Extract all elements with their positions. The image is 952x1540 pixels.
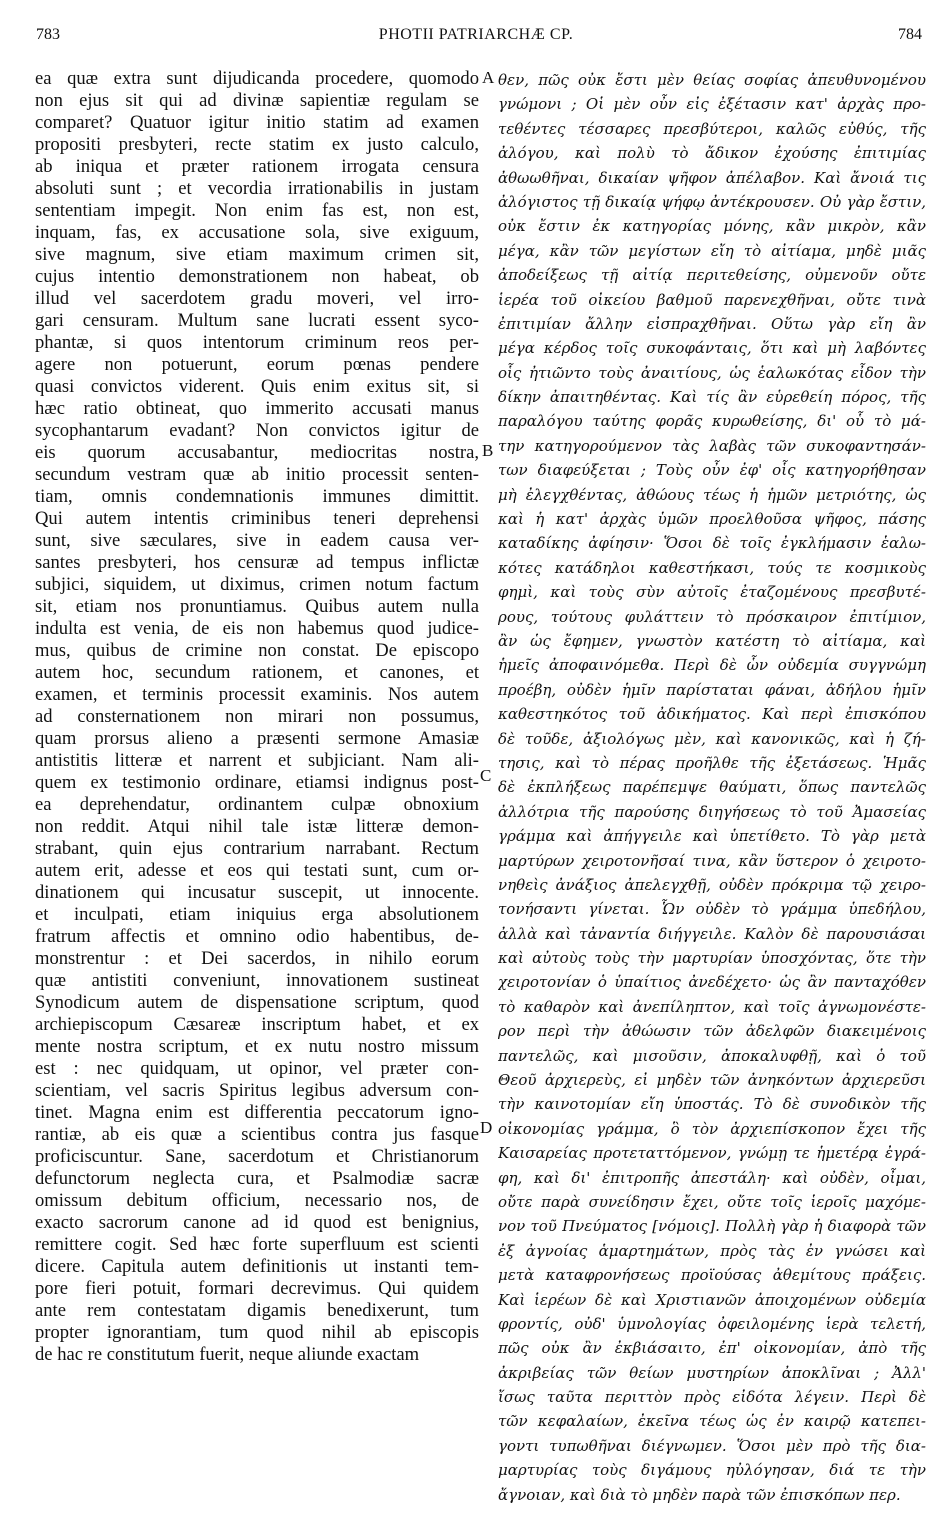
latin-text-line: quem ex testimonio ordinare, etiamsi indignus post- [35, 772, 479, 793]
greek-text-line: ἐξ ἀγνοίας ἁμαρτημάτων, πρὸς τὰς ἐν γνώσει καὶ [498, 1241, 926, 1260]
greek-text-line: κότες κατάδηλοι καθεστήκασι, τούς τε κοσμικοὺς [498, 558, 926, 577]
latin-text-line: indulta est venia, de eis non habemus quod judice- [35, 618, 479, 639]
greek-text-line: δὲ τοῦδε, ἀξιολόγως μὲν, καὶ κανονικῶς, καὶ ἡ ζή- [498, 729, 926, 748]
latin-text-line: sive magnum, sive etiam maximum crimen sit, [35, 244, 479, 265]
greek-text-line: γράμμα καὶ ἀπήγγειλε καὶ ὑπετίθετο. Τὸ γὰρ μετὰ [498, 827, 926, 846]
latin-text-line: santes presbyteri, hos censuræ ad tempus inflictæ [35, 552, 479, 573]
greek-text-line: των διαφεύξεται ; Τοὺς οὖν ἐφ' οἷς κατηγορήθησαν [498, 461, 926, 480]
greek-text-line: Καισαρείας προτεταττόμενον, γνώμῃ τε ἡμετέρᾳ ἐγρά- [498, 1144, 926, 1163]
latin-text-line: hæc ratio obtineat, quo immerito accusati manus [35, 398, 479, 419]
greek-text-line: γνώμονι ; Οἱ μὲν οὖν εἰς ἐξέτασιν κατ' ἀρχὰς προ- [498, 95, 926, 114]
greek-text-line: πῶς οὐκ ἂν ἐκβιάσαιτο, ἐπ' οἰκονομίαν, ἀπὸ τῆς [498, 1339, 926, 1358]
latin-text-line: eis quorum accusabantur, mediocritas nostra, [35, 442, 479, 463]
greek-text-line: ἱερέα τοῦ οἰκείου βαθμοῦ παρενεχθῆναι, οὔτε τινὰ [498, 290, 926, 309]
latin-text-line: ab iniqua et præter rationem irrogata censura [35, 156, 479, 177]
latin-text-line: Synodicum autem de dispensatione scriptum, quod [35, 992, 479, 1013]
greek-text-line: ἀκριβείας τῶν θείων μυστηρίων ἀποκλῖναι ; Ἀλλ' [498, 1363, 926, 1382]
greek-text-line: τὴν καινοτομίαν εἴη ὑποστάς. Τὸ δὲ συνοδικὸν τῆς [498, 1095, 926, 1114]
greek-text-line: ἀλόγου, καὶ πολὺ τὸ ἄδικον ἐχούσης ἐπιτιμίας [498, 144, 926, 163]
latin-text-line: phantæ, si quos intentorum criminum reos per- [35, 332, 479, 353]
greek-text-line: παραλόγου ταύτης φορᾶς κυρωθείσης, δι' οὗ τὸ μά- [498, 412, 926, 431]
latin-text-line: defunctorum neglecta cura, et Psalmodiæ sacræ [35, 1168, 479, 1189]
latin-text-line: quæ antistiti conveniunt, innovationem sustineat [35, 970, 479, 991]
latin-text-line: et inculpati, etiam iniquius erga absolutionem [35, 904, 479, 925]
latin-text-line: inquam, fas, ex accusatione sola, sive exiguum, [35, 222, 479, 243]
page-header [0, 16, 952, 48]
greek-text-line: ἀλλότρια τῆς παρούσης διηγήσεως τὸ τοῦ Ἀμασείας [498, 802, 926, 821]
latin-text-line: sit, etiam nos pronuntiamus. Quibus autem nulla [35, 596, 479, 617]
greek-column [498, 68, 926, 1507]
latin-text-line: rantiæ, ab eis quæ a scientibus contra jus fasque [35, 1124, 479, 1145]
greek-text-line: φροντίς, οὐδ' ὑμνολογίας ὀφειλομένης ἱερὰ τελετή, [498, 1314, 926, 1333]
latin-text-line: omissum debitum officium, necessario nos, de [35, 1190, 479, 1211]
latin-text-line: archiepiscopum Cæsareæ inscriptum habet, et ex [35, 1014, 479, 1035]
greek-text-line: φημὶ, καὶ τοὺς σὺν αὐτοῖς ἐταζομένους πρεσβυτέ- [498, 583, 926, 602]
latin-text-line: secundum vestram quæ ab initio processit senten- [35, 464, 479, 485]
latin-text-line: absoluti sunt ; et vecordia irrationabilis in justam [35, 178, 479, 199]
latin-text-line: ad consternationem non mirari non possumus, [35, 706, 479, 727]
latin-text-line: illud vel sacerdotem gradu moveri, vel irro- [35, 288, 479, 309]
greek-text-line: ρον περὶ τὴν ἀθώωσιν τῶν ἀδελφῶν διακειμένοις [498, 1022, 926, 1041]
latin-text-line: mus, quibus de crimine non constat. De episcopo [35, 640, 479, 661]
latin-text-line: ea deprehendatur, ordinantem culpæ obnoxium [35, 794, 479, 815]
greek-text-line: μαρτύρων χειροτονῆσαί τινα, κἂν ὕστερον ὁ χειροτο- [498, 851, 926, 870]
greek-text-line: προέβη, οὐδὲν ἡμῖν παρίσταται φάναι, ἀδήλου ἡμῖν [498, 680, 926, 699]
latin-text-line: autem hoc, secundum rationem, et canones, et [35, 662, 479, 683]
greek-text-line: καταδίκης ἀφίησιν· Ὅσοι δὲ τοῖς ἐγκλήμασιν ἑαλω- [498, 534, 926, 553]
latin-text-line: fratrum affectis et omnino odio habentibus, de- [35, 926, 479, 947]
greek-text-line: δὲ ἐκπλήξεως παρέπεμψε θαύματι, ὅπως παντελῶς [498, 778, 926, 797]
greek-text-line: τῶν κεφαλαίων, ἐκεῖνα τέως ὡς ἐν καιρῷ κατεπει- [498, 1412, 926, 1431]
greek-text-line: ἂν ὡς ἔφημεν, γνωστὸν κατέστη τὸ αἰτίαμα, καὶ [498, 631, 926, 650]
page-number-right: 784 [898, 26, 922, 43]
latin-text-line: gari censuram. Multum sane lucrati essent syco- [35, 310, 479, 331]
greek-text-line: Θεοῦ ἀρχιερεὺς, εἰ μηδὲν τῶν ἀνηκόντων ἀρχιερεῦσι [498, 1071, 926, 1090]
latin-text-line: dicere. Capitula autem definitionis ut instanti tem- [35, 1256, 479, 1277]
greek-text-line: μετὰ καταφρονήσεως προϊούσας ἀθεμίτους πράξεις. [498, 1266, 926, 1285]
latin-text-line: exacto sacrorum canone ad id quod est benignius, [35, 1212, 479, 1233]
greek-text-line: ἀθωωθῆναι, δικαίαν ψῆφον ἀπέλαβον. Καὶ ἄνοιά τις [498, 168, 926, 187]
greek-text-line: καὶ ἡ κατ' ἀρχὰς ὑμῶν προελθοῦσα ψῆφος, πάσης [498, 510, 926, 529]
latin-text-line: quasi convictos viderent. Quis enim exitus sit, si [35, 376, 479, 397]
greek-text-line: νον τοῦ Πνεύματος [νόμοις]. Πολλὴ γὰρ ἡ διαφορὰ τῶν [498, 1217, 926, 1236]
latin-text-line: de hac re constitutum fuerit, neque aliunde exactam [35, 1344, 420, 1365]
greek-text-line: ἐπιτιμίαν ἄλλην εἰσπραχθῆναι. Οὕτω γὰρ εἴη ἂν [498, 314, 926, 333]
greek-text-line: μέγα κέρδος τοῖς συκοφάνταις, ὅτι καὶ μὴ λαβόντες [498, 339, 926, 358]
greek-text-line: τονήσαντι γίνεται. Ὧν οὐδὲν τὸ γράμμα ὑπεδήλου, [498, 900, 926, 919]
latin-text-line: remittere cogit. Sed hæc forte superfluum est scienti [35, 1234, 479, 1255]
greek-text-line: παντελῶς, καὶ μισοῦσιν, ἀποκαλυφθῇ, καὶ ὁ τοῦ [498, 1046, 926, 1065]
greek-text-line: ἀλόγιστος τῇ δικαίᾳ ψήφῳ ἀντέκρουσεν. Οὐ γὰρ ἔστιν, [498, 192, 926, 211]
latin-text-line: propositi presbyteri, recte statim ex justo calculo, [35, 134, 479, 155]
latin-text-line: autem erit, adesse et eos qui testati sunt, cum or- [35, 860, 479, 881]
latin-text-line: agere non potuerunt, eorum pœnas pendere [35, 354, 479, 375]
greek-text-line: τεθέντες τέσσαρες πρεσβύτεροι, καλῶς εὐθύς, τῆς [498, 119, 926, 138]
greek-text-line: χειροτονίαν ὁ ὑπαίτιος ἀνεδέχετο· ὡς ἂν πανταχόθεν [498, 973, 926, 992]
latin-text-line: examen, et terminis processit examinis. Nos autem [35, 684, 479, 705]
latin-text-line: proficiscuntur. Sane, sacerdotum et Christianorum [35, 1146, 479, 1167]
latin-text-line: pore fieri potuit, formari decrevimus. Qui quidem [35, 1278, 479, 1299]
greek-text-line: θεν, πῶς οὐκ ἔστι μὲν θείας σοφίας ἀπευθυνομένου [498, 71, 926, 89]
greek-text-line: μέγα, κἂν τῶν μεγίστων εἴη τὸ αἰτίαμα, μηδὲ μιᾶς [498, 241, 926, 260]
latin-text-line: sunt, sive sæculares, sive in eadem causa ver- [35, 530, 479, 551]
latin-text-line: strabant, quin ejus contrarium narrabant. Rectum [35, 838, 479, 859]
greek-text-line: ἡμεῖς ἀποφαινόμεθα. Περὶ δὲ ὧν οὐδεμία συγγνώμη [498, 656, 926, 675]
section-marker-c: C [480, 766, 492, 785]
greek-text-line: οὐκ ἔστιν ἐκ κατηγορίας μόνης, κἂν μικρὸν, κἂν [498, 217, 926, 236]
greek-text-line: τὸ καθαρὸν καὶ ἀνεπίληπτον, καὶ τοῖς ἀγνωμονέστε- [498, 997, 926, 1016]
latin-text-line: tinet. Magna enim est differentia peccatorum igno- [35, 1102, 479, 1123]
greek-text-line: οὔτε παρὰ συνείδησιν ἔχει, οὔτε τοῖς ἱεροῖς μαχόμε- [498, 1192, 926, 1211]
greek-text-line: ἀλλὰ καὶ τἀναντία διήγγειλε. Καλὸν δὲ παρουσιάσαι [498, 924, 926, 943]
latin-text-line: subjici, siquidem, ut diximus, crimen notum factum [35, 574, 479, 595]
greek-text-line: μαρτυρίας τοὺς διγάμους ηὐλόγησαν, διά τε τὴν [498, 1461, 926, 1480]
greek-text-line: τησις, καὶ τὸ πέρας προῆλθε τῆς ἐξετάσεως. Ἡμᾶς [498, 753, 926, 772]
greek-text-line: μὴ ἐλεγχθέντας, ἀθώους τέως ἡ ἡμῶν μετριότης, ὡς [498, 485, 926, 504]
greek-text-line: καὶ αὐτοὺς τοὺς τὴν μαρτυρίαν ὑποσχόντας, ὅτε τὴν [498, 949, 926, 968]
greek-text-line: ρους, τούτους φυλάττειν τὸ πρόσκαιρον ἐπιτίμιον, [498, 607, 926, 626]
latin-text-line: est : nec quidquam, ut opinor, vel præter con- [35, 1058, 479, 1079]
latin-text-line: ante rem contestatam digamis benedixerunt, tum [35, 1300, 479, 1321]
latin-text-line: non ejus sit qui ad divinæ sapientiæ regulam se [35, 90, 479, 111]
latin-text-line: cujus intentio demonstrationem non habeat, ob [35, 266, 479, 287]
greek-text-line: την κατηγορούμενον τὰς λαβὰς τῶν συκοφαντησάν- [498, 436, 926, 455]
greek-text-line: νηθεὶς ἀνάξιος ἀπελεγχθῇ, οὐδὲν πρόκριμα τῷ χειρο- [498, 875, 926, 894]
latin-text-line: ea quæ extra sunt dijudicanda procedere, quomodo [35, 68, 479, 89]
greek-text-line: οἰκονομίας γράμμα, ὃ τὸν ἀρχιεπίσκοπον ἔχει τῆς [498, 1119, 926, 1138]
section-marker-d: D [480, 1118, 493, 1137]
latin-text-line: mente nostra scriptum, et ex nutu nostro missum [35, 1036, 479, 1057]
section-marker-a: A [482, 68, 495, 87]
latin-text-line: propter ignorantiam, tum quod nihil ab episcopis [35, 1322, 479, 1343]
greek-text-line: ἄγνοιαν, καὶ διὰ τὸ μηδὲν παρὰ τῶν ἐπισκόπων περ. [498, 1485, 901, 1504]
greek-text-line: καθεστηκότος τοῦ ἀδικήματος. Καὶ περὶ ἐπισκόπου [498, 705, 926, 724]
section-marker-b: B [482, 441, 494, 460]
latin-text-line: non reddit. Atqui nihil tale istæ litteræ demon- [35, 816, 479, 837]
greek-text-line: δίκην ἀπαιτηθέντας. Καὶ τίς ἂν εὑρεθείη πόρος, τῆς [498, 388, 926, 407]
page-number-left: 783 [36, 26, 60, 43]
latin-text-line: sententiam impegit. Non enim fas est, non est, [35, 200, 479, 221]
greek-text-line: φη, καὶ δι' ἐπιτροπῆς ἀπεστάλη· καὶ οὐδὲν, οἶμαι, [498, 1168, 926, 1187]
latin-text-line: comparet? Quatuor igitur initio statim ad examen [35, 112, 479, 133]
greek-text-line: Καὶ ἱερέων δὲ καὶ Χριστιανῶν ἀποιχομένων οὐδεμία [498, 1290, 926, 1309]
running-title: PHOTII PATRIARCHÆ CP. [378, 26, 574, 43]
latin-text-line: tiam, omnis condemnationis immunes dimittit. [35, 486, 479, 507]
latin-text-line: monstrentur : et Dei sacerdos, in nihilo eorum [35, 948, 479, 969]
latin-text-line: scientiam, vel sacris Spiritus legibus adversum con- [35, 1080, 479, 1101]
greek-text-line: ἀποδείξεως τῇ αἰτίᾳ περιτεθείσης, οὐμενοῦν οὔτε [498, 266, 926, 285]
greek-text-line: οἷς ἠτιῶντο τοὺς ἀναιτίους, ὡς ἑαλωκότας εἶδον τὴν [498, 363, 926, 382]
greek-text-line: ἴσως ταῦτα περιττὸν πρὸς εἰδότα λέγειν. Περὶ δὲ [498, 1388, 926, 1407]
latin-text-line: antistitis litteræ et narrent et subjiciant. Nam ali- [35, 750, 479, 771]
greek-text-line: γοντι τυπωθῆναι διέγνωμεν. Ὅσοι μὲν πρὸ τῆς δια- [498, 1436, 926, 1455]
latin-text-line: quam prorsus alieno a præsenti sermone Amasiæ [35, 728, 479, 749]
latin-text-line: dinationem qui incusatur suscepit, ut innocente. [35, 882, 479, 903]
latin-text-line: sycophantarum evadant? Non convictos igitur de [35, 420, 479, 441]
latin-text-line: Qui autem intentis criminibus teneri deprehensi [35, 508, 479, 529]
latin-column [35, 68, 479, 1366]
